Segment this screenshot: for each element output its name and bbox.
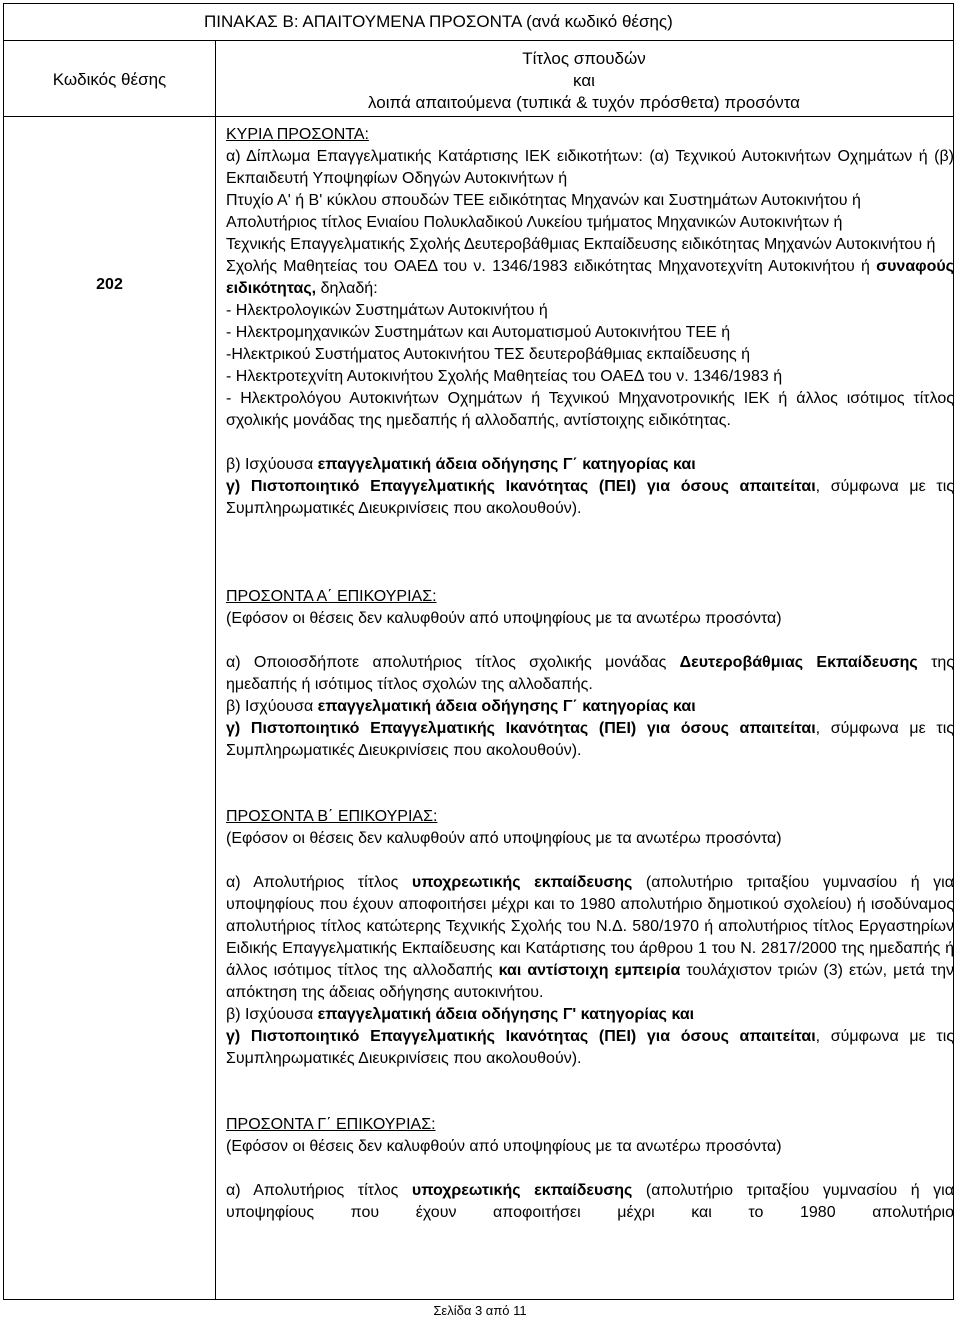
aux-a-b: β) Ισχύουσα επαγγελματική άδεια οδήγησης Γ΄ κατηγορίας και <box>226 698 696 715</box>
main-a5: Σχολής Μαθητείας του ΟΑΕΔ του ν. 1346/1983 ειδικότητας Μηχανοτεχνίτη Αυτοκινήτου ή συναφούς ειδικότητας, δηλαδή: <box>226 258 954 297</box>
aux-b-c: γ) Πιστοποιητικό Επαγγελματικής Ικανότητας (ΠΕΙ) για όσους απαιτείται, σύμφωνα με τις Συμπληρωματικές Διευκρινίσεις που ακολουθούν). <box>226 1028 954 1067</box>
aux-b-b: β) Ισχύουσα επαγγελματική άδεια οδήγησης Γ' κατηγορίας και <box>226 1006 695 1023</box>
aux-c-note: (Εφόσον οι θέσεις δεν καλυφθούν από υποψηφίους με τα ανωτέρω προσόντα) <box>226 1138 782 1155</box>
main-a2: Πτυχίο Α' ή Β' κύκλου σπουδών ΤΕΕ ειδικότητας Μηχανών και Συστημάτων Αυτοκινήτου ή <box>226 192 861 209</box>
main-heading: ΚΥΡΙΑ ΠΡΟΣΟΝΤΑ: <box>226 126 369 143</box>
aux-a-a: α) Οποιοσδήποτε απολυτήριος τίτλος σχολικής μονάδας Δευτεροβάθμιας Εκπαίδευσης της ημεδαπής ή ισότιμος τίτλος σχολών της αλλοδαπής. <box>226 654 954 693</box>
aux-c-heading: ΠΡΟΣΟΝΤΑ Γ΄ ΕΠΙΚΟΥΡΙΑΣ: <box>226 1116 436 1133</box>
main-a3: Απολυτήριος τίτλος Ενιαίου Πολυκλαδικού Λυκείου τμήματος Μηχανικών Αυτοκινήτων ή <box>226 214 843 231</box>
table-title: ΠΙΝΑΚΑΣ Β: ΑΠΑΙΤΟΥΜΕΝΑ ΠΡΟΣΟΝΤΑ (ανά κωδικό θέσης) <box>204 12 673 31</box>
header-code: Κωδικός θέσης <box>52 70 167 89</box>
page-number: Σελίδα 3 από 11 <box>433 1303 527 1318</box>
main-list-1: - Ηλεκτρολογικών Συστημάτων Αυτοκινήτου ή <box>226 302 548 319</box>
column-divider <box>215 40 216 1299</box>
main-a4: Τεχνικής Επαγγελματικής Σχολής Δευτεροβάθμιας Εκπαίδευσης ειδικότητας Μηχανών Αυτοκινήτου ή <box>226 236 936 253</box>
position-code: 202 <box>96 276 123 293</box>
aux-b-a: α) Απολυτήριος τίτλος υποχρεωτικής εκπαίδευσης (απολυτήριο τριταξίου γυμνασίου ή για υποψηφίους που έχουν αποφοιτήσει μέχρι και το 1980 απολυτήριο δημοτικού σχολείου) ή ισοδύναμος απολυτήριος τίτλος κατώτερης Τεχνικής Σχολής του Ν.Δ. 580/1970 ή απολυτήριος τίτλος Εργαστηρίων Ειδικής Επαγγελματικής Εκπαίδευσης και Κατάρτισης του άρθρου 1 του Ν. 2817/2000 της ημεδαπής ή άλλος ισότιμος τίτλος της αλλοδαπής και αντίστοιχη εμπειρία τουλάχιστον τριών (3) ετών, μετά την απόκτηση της άδειας οδήγησης αυτοκινήτου. <box>226 874 955 1001</box>
aux-a-c: γ) Πιστοποιητικό Επαγγελματικής Ικανότητας (ΠΕΙ) για όσους απαιτείται, σύμφωνα με τις Συμπληρωματικές Διευκρινίσεις που ακολουθούν). <box>226 720 954 759</box>
requirements-table <box>3 3 954 1300</box>
header-title: Τίτλος σπουδών και λοιπά απαιτούμενα (τυπικά & τυχόν πρόσθετα) προσόντα <box>368 49 800 112</box>
aux-a-note: (Εφόσον οι θέσεις δεν καλυφθούν από υποψηφίους με τα ανωτέρω προσόντα) <box>226 610 782 627</box>
main-list-5: - Ηλεκτρολόγου Αυτοκινήτων Οχημάτων ή Τεχνικού Μηχανοτρονικής ΙΕΚ ή άλλος ισότιμος τίτλος σχολικής μονάδας της ημεδαπής ή αλλοδαπής, αντίστοιχης ειδικότητας. <box>226 390 954 429</box>
aux-b-note: (Εφόσον οι θέσεις δεν καλυφθούν από υποψηφίους με τα ανωτέρω προσόντα) <box>226 830 782 847</box>
table-divider <box>4 116 953 117</box>
main-list-3: -Ηλεκτρικού Συστήματος Αυτοκινήτου ΤΕΣ δευτεροβάθμιας εκπαίδευσης ή <box>226 346 751 363</box>
main-list-2: - Ηλεκτρομηχανικών Συστημάτων και Αυτοματισμού Αυτοκινήτου ΤΕΕ ή <box>226 324 731 341</box>
main-list-4: - Ηλεκτροτεχνίτη Αυτοκινήτου Σχολής Μαθητείας του ΟΑΕΔ του ν. 1346/1983 ή <box>226 368 783 385</box>
qualifications-text <box>226 124 954 1224</box>
table-divider <box>4 40 953 41</box>
aux-c-a: α) Απολυτήριος τίτλος υποχρεωτικής εκπαίδευσης (απολυτήριο τριταξίου γυμνασίου ή για υποψηφίους που έχουν αποφοιτήσει μέχρι και το 1980 απολυτήριο <box>226 1182 954 1221</box>
aux-b-heading: ΠΡΟΣΟΝΤΑ Β΄ ΕΠΙΚΟΥΡΙΑΣ: <box>226 808 438 825</box>
aux-a-heading: ΠΡΟΣΟΝΤΑ Α΄ ΕΠΙΚΟΥΡΙΑΣ: <box>226 588 437 605</box>
main-c: γ) Πιστοποιητικό Επαγγελματικής Ικανότητας (ΠΕΙ) για όσους απαιτείται, σύμφωνα με τις Συμπληρωματικές Διευκρινίσεις που ακολουθούν). <box>226 478 954 517</box>
main-a1: α) Δίπλωμα Επαγγελματικής Κατάρτισης ΙΕΚ ειδικοτήτων: (α) Τεχνικού Αυτοκινήτων Οχημάτων ή (β) Εκπαιδευτή Υποψηφίων Οδηγών Αυτοκινήτων ή <box>226 148 954 187</box>
main-b: β) Ισχύουσα επαγγελματική άδεια οδήγησης Γ΄ κατηγορίας και <box>226 456 696 473</box>
